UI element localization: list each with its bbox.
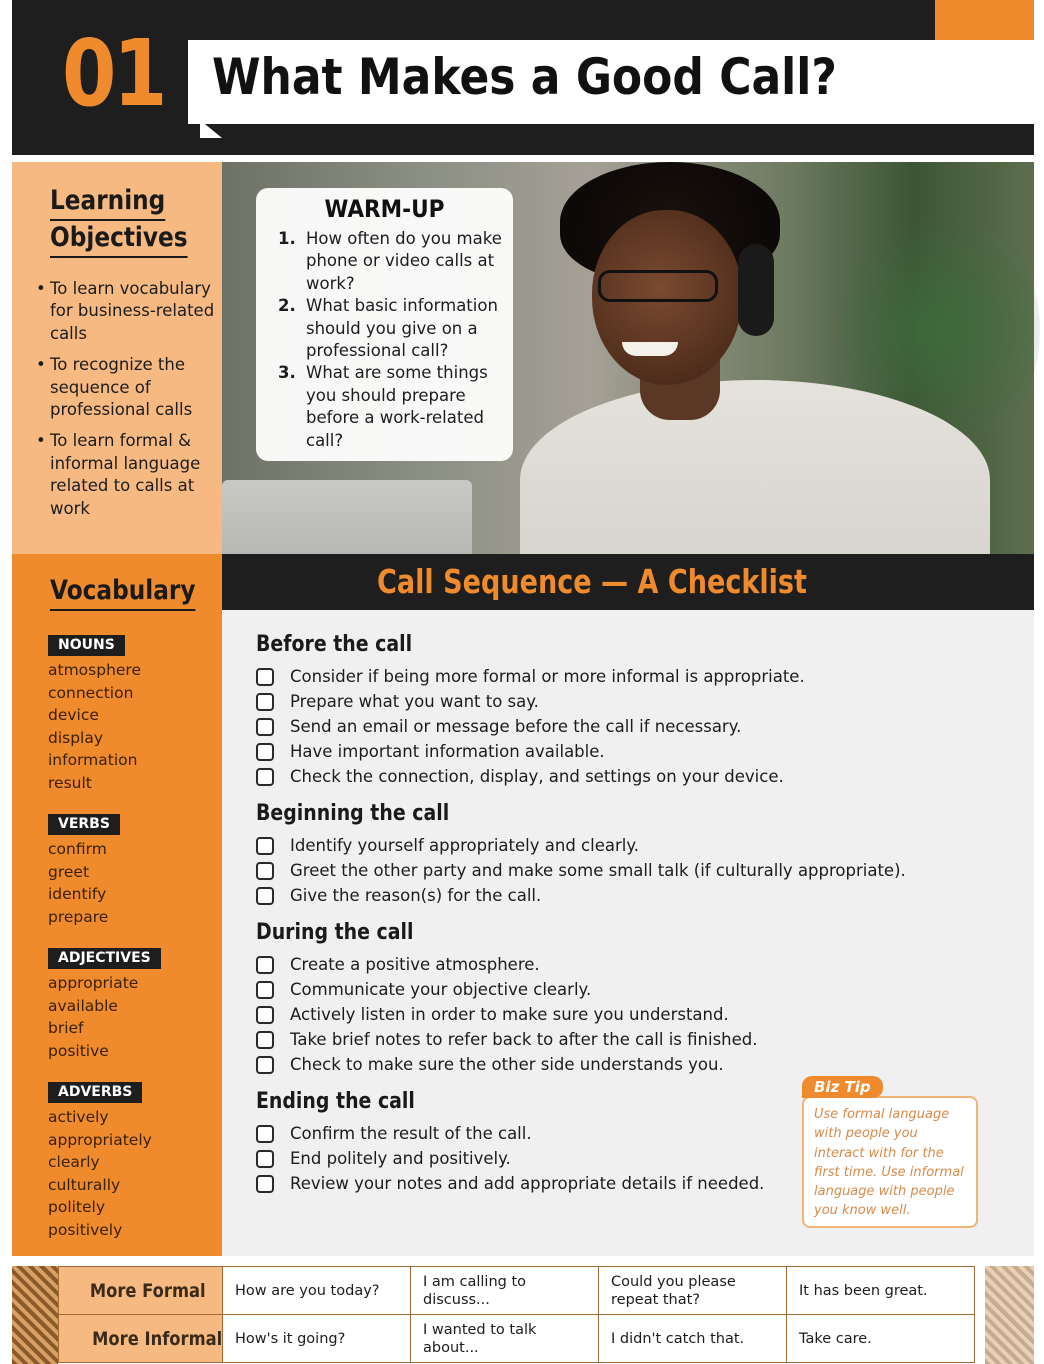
vocab-word: device bbox=[48, 706, 99, 725]
checklist-item[interactable] bbox=[256, 689, 936, 714]
warmup-title: WARM-UP bbox=[324, 195, 445, 223]
checklist-item-text: Actively listen in order to make sure you understand. bbox=[290, 1005, 729, 1024]
checkbox[interactable] bbox=[256, 743, 274, 761]
vocab-word: prepare bbox=[48, 907, 109, 926]
checklist-beginning bbox=[256, 833, 936, 908]
objective-item: • To learn formal & informal language related to calls at work bbox=[36, 430, 216, 520]
checklist-item[interactable] bbox=[256, 952, 936, 977]
objectives-list bbox=[36, 278, 216, 529]
row-label-text: More Informal bbox=[92, 1327, 223, 1350]
checkbox[interactable] bbox=[256, 1150, 274, 1168]
vocab-label: VERBS bbox=[48, 814, 120, 835]
checklist-item-text: Take brief notes to refer back to after the call is finished. bbox=[290, 1030, 758, 1049]
checkbox[interactable] bbox=[256, 1006, 274, 1024]
vocab-label: NOUNS bbox=[48, 635, 125, 656]
question-number: 1. bbox=[278, 229, 296, 248]
section-heading-beginning: Beginning the call bbox=[256, 801, 450, 826]
vocabulary-heading bbox=[50, 574, 195, 611]
title-box-tail bbox=[200, 120, 222, 138]
checkbox[interactable] bbox=[256, 718, 274, 736]
checklist-item-text: Identify yourself appropriately and clearly. bbox=[290, 836, 639, 855]
phrase-cell: I am calling to discuss... bbox=[411, 1267, 599, 1315]
phrase-cell: Take care. bbox=[787, 1315, 975, 1363]
vocab-word: actively bbox=[48, 1108, 109, 1126]
checklist-item-text: Greet the other party and make some small talk (if culturally appropriate). bbox=[290, 861, 906, 880]
vocab-group-adverbs bbox=[48, 1081, 218, 1242]
checklist-item-text: Check to make sure the other side understands you. bbox=[290, 1055, 724, 1074]
checkbox[interactable] bbox=[256, 862, 274, 880]
warmup-question bbox=[278, 362, 508, 452]
checklist-item-text: Send an email or message before the call if necessary. bbox=[290, 717, 742, 736]
section-heading-ending: Ending the call bbox=[256, 1089, 415, 1114]
vocab-word: identify bbox=[48, 885, 107, 904]
vocab-word: result bbox=[48, 773, 92, 792]
warmup-question bbox=[278, 295, 508, 362]
unit-number: 01 bbox=[62, 20, 165, 127]
table-stripe-decoration-right bbox=[985, 1266, 1034, 1364]
checklist-before bbox=[256, 664, 936, 789]
warmup-questions bbox=[278, 228, 508, 452]
vocab-word: politely bbox=[48, 1198, 106, 1217]
checkbox[interactable] bbox=[256, 1031, 274, 1049]
vocab-group-adjectives bbox=[48, 947, 218, 1062]
checkbox[interactable] bbox=[256, 668, 274, 686]
phrase-cell: It has been great. bbox=[787, 1267, 975, 1315]
checkbox[interactable] bbox=[256, 837, 274, 855]
phrase-cell: I wanted to talk about... bbox=[411, 1315, 599, 1363]
checklist-during bbox=[256, 952, 936, 1077]
checkbox[interactable] bbox=[256, 1056, 274, 1074]
table-row-formal bbox=[59, 1267, 975, 1315]
vocab-word: appropriate bbox=[48, 974, 139, 992]
objectives-heading-line1: Learning bbox=[50, 184, 165, 221]
checkbox[interactable] bbox=[256, 768, 274, 786]
objectives-heading-line2: Objectives bbox=[50, 221, 188, 258]
checkbox[interactable] bbox=[256, 1175, 274, 1193]
question-text: What are some things you should prepare before a work-related call? bbox=[306, 363, 488, 450]
checklist-item-text: Review your notes and add appropriate details if needed. bbox=[290, 1174, 765, 1193]
vocab-word: atmosphere bbox=[48, 661, 141, 679]
objective-item: • To recognize the sequence of professional calls bbox=[36, 354, 216, 421]
vocab-label: ADVERBS bbox=[48, 1082, 142, 1103]
question-number: 3. bbox=[278, 363, 296, 383]
checklist-item[interactable] bbox=[256, 1002, 936, 1027]
checklist-item[interactable] bbox=[256, 664, 936, 689]
photo-person-glasses bbox=[598, 270, 718, 302]
objective-item: • To learn vocabulary for business-related calls bbox=[36, 278, 216, 345]
checkbox[interactable] bbox=[256, 693, 274, 711]
headset-icon bbox=[738, 244, 774, 336]
vocab-word: greet bbox=[48, 862, 90, 881]
vocab-group-nouns bbox=[48, 634, 218, 795]
row-label bbox=[59, 1267, 223, 1315]
checklist-item-text: Check the connection, display, and settings on your device. bbox=[290, 767, 784, 786]
phrase-table bbox=[58, 1266, 975, 1363]
checklist-item-text: End politely and positively. bbox=[290, 1149, 511, 1168]
phrase-cell: Could you please repeat that? bbox=[599, 1267, 787, 1315]
checklist-item[interactable] bbox=[256, 714, 936, 739]
row-label bbox=[59, 1315, 223, 1363]
objectives-heading bbox=[50, 184, 188, 258]
warmup-question bbox=[278, 228, 508, 295]
vocab-word: appropriately bbox=[48, 1130, 152, 1149]
checklist-item[interactable] bbox=[256, 1027, 936, 1052]
phrase-cell: How are you today? bbox=[223, 1267, 411, 1315]
question-number: 2. bbox=[278, 296, 296, 316]
checklist-item-text: Prepare what you want to say. bbox=[290, 692, 539, 711]
checkbox[interactable] bbox=[256, 887, 274, 905]
checklist-item-text: Consider if being more formal or more informal is appropriate. bbox=[290, 667, 805, 686]
checklist-item[interactable] bbox=[256, 883, 936, 908]
phrase-cell: I didn't catch that. bbox=[599, 1315, 787, 1363]
checkbox[interactable] bbox=[256, 981, 274, 999]
photo-laptop bbox=[222, 480, 472, 554]
vocab-word: clearly bbox=[48, 1153, 100, 1172]
header-accent-tab bbox=[935, 0, 1034, 40]
vocab-word: positively bbox=[48, 1220, 123, 1239]
photo-person-smile bbox=[622, 342, 678, 356]
vocab-word: positive bbox=[48, 1041, 109, 1060]
vocab-word: information bbox=[48, 751, 138, 770]
checklist-item[interactable] bbox=[256, 1052, 936, 1077]
vocab-word: display bbox=[48, 728, 104, 747]
checkbox[interactable] bbox=[256, 956, 274, 974]
checklist-item-text: Communicate your objective clearly. bbox=[290, 980, 592, 999]
checklist-item-text: Give the reason(s) for the call. bbox=[290, 886, 542, 905]
checklist-title: Call Sequence — A Checklist bbox=[377, 562, 807, 601]
table-row-informal bbox=[59, 1315, 975, 1363]
section-heading-during: During the call bbox=[256, 920, 414, 945]
phrase-cell: How's it going? bbox=[223, 1315, 411, 1363]
question-text: What basic information should you give on a professional call? bbox=[306, 296, 498, 361]
vocab-word: available bbox=[48, 996, 118, 1015]
row-label-text: More Formal bbox=[89, 1279, 206, 1302]
checklist-item[interactable] bbox=[256, 764, 936, 789]
vocab-group-verbs bbox=[48, 813, 218, 928]
photo-person-shirt bbox=[520, 380, 990, 580]
vocab-word: culturally bbox=[48, 1175, 121, 1194]
biz-tip-label: Biz Tip bbox=[802, 1076, 883, 1098]
page-title: What Makes a Good Call? bbox=[212, 48, 837, 106]
biz-tip-text: Use formal language with people you interact with for the first time. Use informal language with people you know well. bbox=[814, 1107, 964, 1219]
checklist-item[interactable] bbox=[256, 739, 936, 764]
vocabulary-heading-text: Vocabulary bbox=[50, 574, 195, 611]
section-heading-before: Before the call bbox=[256, 632, 413, 657]
vocab-word: brief bbox=[48, 1019, 84, 1038]
checklist-item[interactable] bbox=[256, 833, 936, 858]
table-stripe-decoration bbox=[12, 1266, 58, 1364]
vocab-word: connection bbox=[48, 683, 134, 702]
checkbox[interactable] bbox=[256, 1125, 274, 1143]
vocab-label: ADJECTIVES bbox=[48, 948, 161, 969]
checklist-item-text: Confirm the result of the call. bbox=[290, 1124, 532, 1143]
checklist-item[interactable] bbox=[256, 858, 936, 883]
checklist-item-text: Create a positive atmosphere. bbox=[290, 955, 540, 974]
checklist-item-text: Have important information available. bbox=[290, 742, 605, 761]
vocab-word: confirm bbox=[48, 840, 107, 858]
question-text: How often do you make phone or video calls at work? bbox=[306, 229, 502, 293]
checklist-item[interactable] bbox=[256, 977, 936, 1002]
